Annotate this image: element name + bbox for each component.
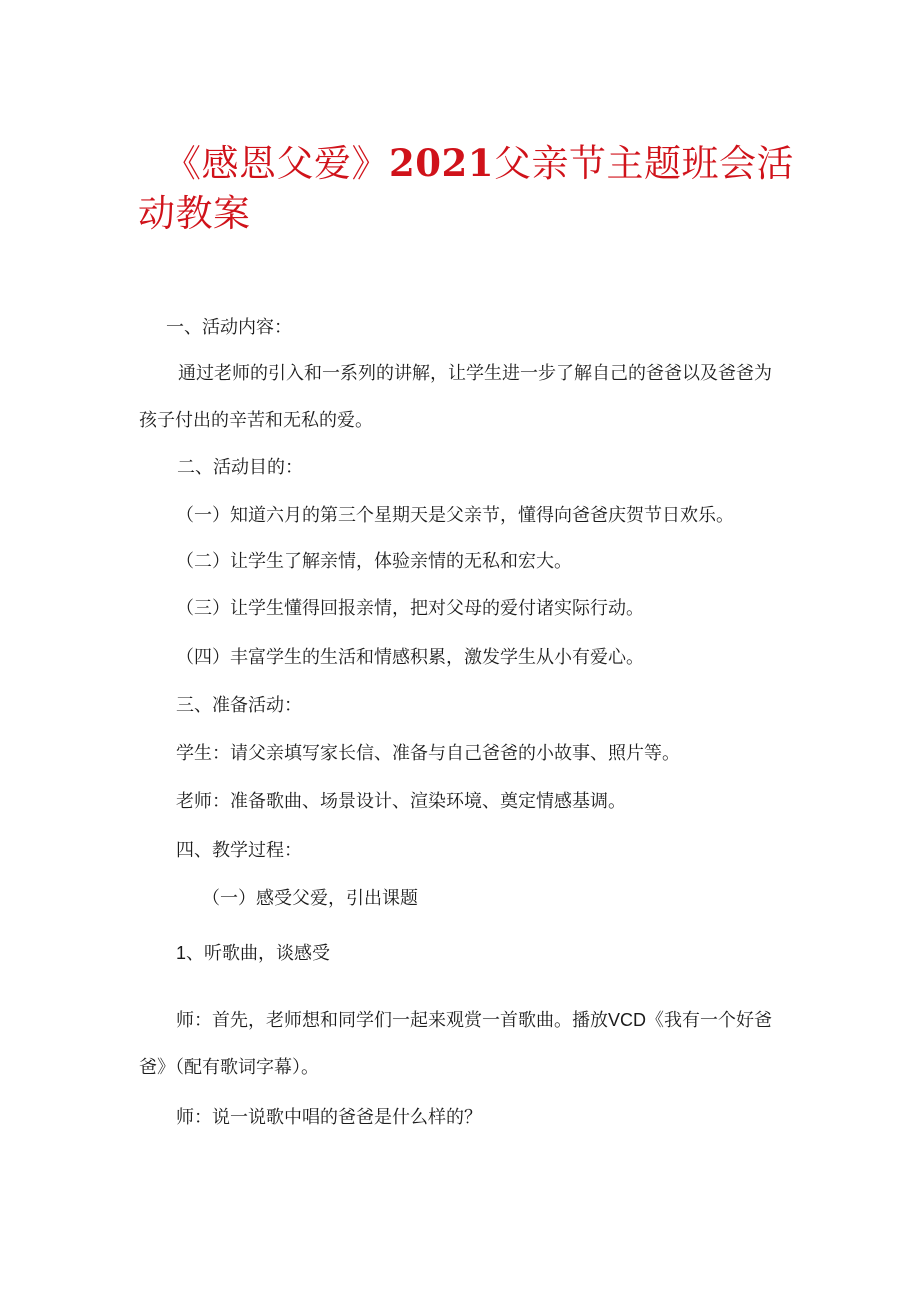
step1-number: 1 (176, 943, 187, 963)
teacher-line1 (176, 1008, 772, 1033)
goal-item-4: （四）丰富学生的生活和情感积累，激发学生从小有爱心。 (176, 647, 644, 668)
title-number: 2021 (389, 141, 494, 185)
teacher-question: 师：说一说歌中唱的爸爸是什么样的？ (176, 1107, 482, 1128)
teacher-line1-part1: 师：首先，老师想和同学们一起来观赏一首歌曲。播放 (176, 1010, 608, 1031)
goal-item-2: （二）让学生了解亲情，体验亲情的无私和宏大。 (176, 551, 572, 572)
section3-heading: 三、准备活动： (176, 695, 302, 716)
prep-teacher: 老师：准备歌曲、场景设计、渲染环境、奠定情感基调。 (176, 791, 626, 812)
section1-body-line1: 通过老师的引入和一系列的讲解，让学生进一步了解自己的爸爸以及爸爸为 (178, 363, 772, 384)
teacher-line1-part2: 《我有一个好爸 (646, 1010, 773, 1031)
section2-heading: 二、活动目的： (177, 457, 303, 478)
title-part1: 《感恩父爱》 (164, 142, 389, 185)
document-title (138, 138, 798, 239)
section4-heading: 四、教学过程： (176, 840, 302, 861)
teacher-line1-vcd: VCD (608, 1010, 647, 1030)
teacher-line2: 爸》（配有歌词字幕）。 (139, 1057, 319, 1078)
goal-item-3: （三）让学生懂得回报亲情，把对父母的爱付诸实际行动。 (176, 598, 644, 619)
goal-item-1: （一）知道六月的第三个星期天是父亲节，懂得向爸爸庆贺节日欢乐。 (176, 505, 734, 526)
prep-students: 学生：请父亲填写家长信、准备与自己爸爸的小故事、照片等。 (176, 743, 680, 764)
step1-heading (176, 941, 330, 966)
title-part2: 父亲节主题班会活动教案 (138, 142, 794, 235)
section1-body-line2: 孩子付出的辛苦和无私的爱。 (139, 410, 373, 431)
subsection1-heading: （一）感受父爱，引出课题 (202, 888, 418, 909)
step1-text: 、听歌曲，谈感受 (186, 943, 331, 964)
section1-heading: 一、活动内容： (166, 317, 292, 338)
